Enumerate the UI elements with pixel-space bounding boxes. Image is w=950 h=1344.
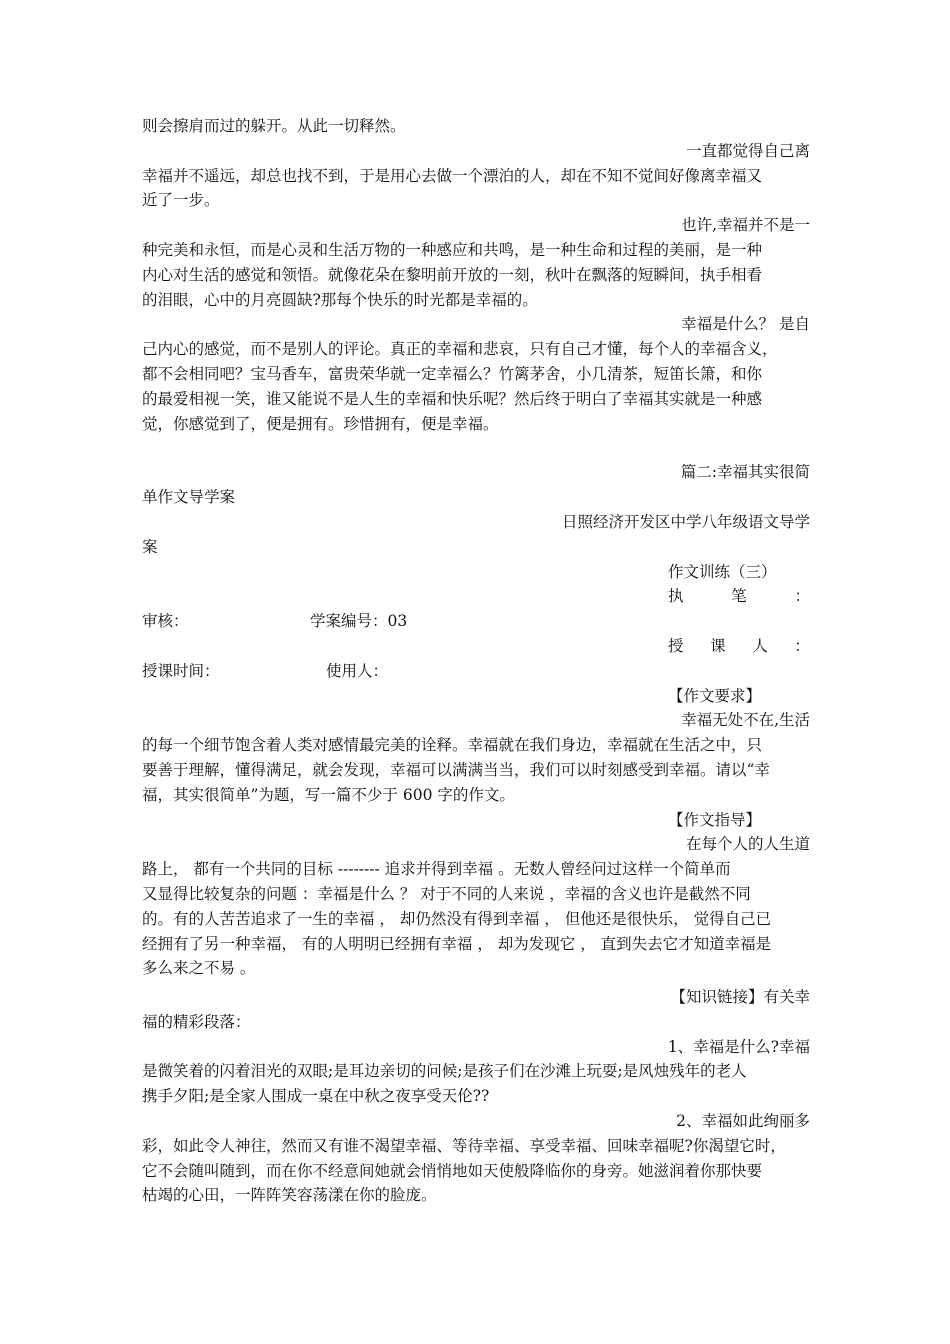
knowledge-heading: 【知识链接】有关幸 — [670, 988, 810, 1007]
text-line: 1、幸福是什么?幸福 — [667, 1037, 810, 1056]
reviewer-label: 审核： — [142, 612, 189, 631]
author-label-part: ： — [794, 587, 810, 606]
case-number: 学案编号：03 — [310, 612, 408, 631]
text-line: 都不会相同吧？宝马香车，富贵荣华就一定幸福么？竹篱茅舍，小几清茶，短笛长箫，和你 — [142, 364, 763, 383]
paragraph-what-is-happiness — [142, 312, 810, 436]
teacher-label-part: 人 — [752, 636, 768, 655]
reviewer-row — [142, 609, 810, 634]
paragraph-perhaps — [142, 213, 810, 312]
time-row — [142, 659, 810, 684]
knowledge-link — [142, 985, 810, 1208]
school-name-cont: 案 — [142, 537, 158, 556]
text-line: 是微笑着的闪着泪光的双眼;是耳边亲切的问候;是孩子们在沙滩上玩耍;是风烛残年的老人 — [142, 1062, 747, 1081]
section-title: 篇二:幸福其实很简 — [680, 463, 810, 482]
text-line: 近了一步。 — [142, 191, 220, 210]
paragraph-release — [142, 114, 810, 213]
section-header — [142, 460, 810, 683]
essay-requirements — [142, 684, 810, 808]
text-line: 觉，你感觉到了，便是拥有。珍惜拥有，便是幸福。 — [142, 414, 499, 433]
text-line: 彩，如此令人神往，然而又有谁不渴望幸福、等待幸福、享受幸福、回味幸福呢?你渴望它时， — [142, 1136, 786, 1155]
author-row — [142, 584, 810, 609]
exercise-title-row — [142, 560, 810, 585]
text-line: 路上， 都有一个共同的目标 -------- 追求并得到幸福 。无数人曾经问过这样一个简单而 — [142, 860, 731, 879]
text-line: 的泪眼，心中的月亮圆缺?那每个快乐的时光都是幸福的。 — [142, 290, 538, 309]
spacer — [142, 436, 810, 460]
guidance-heading: 【作文指导】 — [668, 810, 762, 829]
text-line: 福的精彩段落： — [142, 1012, 251, 1031]
teacher-label-part: 授 — [668, 636, 684, 655]
teacher-label-part: 课 — [710, 636, 726, 655]
text-line: 己内心的感觉，而不是别人的评论。真正的幸福和悲哀，只有自己才懂，每个人的幸福含义， — [142, 340, 778, 359]
teacher-row — [142, 634, 810, 659]
text-line: 幸福无处不在,生活 — [681, 711, 810, 730]
exercise-title: 作文训练（三） — [668, 562, 777, 581]
text-line: 经拥有了另一种幸福， 有的人明明已经拥有幸福 ， 却为发现它 ， 直到失去它才知道幸福是 — [142, 934, 772, 953]
text-line: 又显得比较复杂的问题 ：幸福是什么 ？ 对于不同的人来说 ，幸福的含义也许是截然不同 — [142, 884, 751, 903]
requirements-heading: 【作文要求】 — [668, 686, 762, 705]
text-line: 的。有的人苦苦追求了一生的幸福 ， 却仍然没有得到幸福 ， 但他还是很快乐， 觉得自己已 — [142, 909, 772, 928]
author-label-part: 执 — [668, 587, 684, 606]
text-line: 幸福并不遥远，却总也找不到，于是用心去做一个漂泊的人，却在不知不觉间好像离幸福又 — [142, 166, 763, 185]
heading-row — [142, 808, 810, 833]
text-line: 在每个人的人生道 — [685, 835, 810, 854]
text-line: 枯竭的心田，一阵阵笑容荡漾在你的脸庞。 — [142, 1186, 437, 1205]
school-name: 日照经济开发区中学八年级语文导学 — [561, 512, 810, 531]
text-line: 福，其实很简单”为题，写一篇不少于 600 字的作文。 — [142, 785, 515, 804]
text-line: 种完美和永恒，而是心灵和生活万物的一种感应和共鸣，是一种生命和过程的美丽，是一种 — [142, 240, 763, 259]
class-time-label: 授课时间： — [142, 661, 220, 680]
text-line: 要善于理解，懂得满足，就会发现，幸福可以满满当当，我们可以时刻感受到幸福。请以“幸 — [142, 760, 770, 779]
essay-guidance — [142, 808, 810, 982]
section-title-cont: 单作文导学案 — [142, 488, 236, 507]
text-line: 一直都觉得自己离 — [685, 141, 810, 160]
text-line: 的每一个细节饱含着人类对感情最完美的诠释。幸福就在我们身边，幸福就在生活之中，只 — [142, 736, 763, 755]
document-page — [142, 114, 810, 1208]
author-label-part: 笔 — [731, 587, 747, 606]
text-line: 内心对生活的感觉和领悟。就像花朵在黎明前开放的一刻，秋叶在飘落的短瞬间，执手相看 — [142, 265, 763, 284]
text-line: 携手夕阳;是全家人围成一桌在中秋之夜享受天伦?? — [142, 1087, 490, 1106]
user-label: 使用人： — [326, 661, 389, 680]
text-line: 幸福是什么？ 是自 — [681, 315, 810, 334]
text-line: 它不会随叫随到，而在你不经意间她就会悄悄地如天使般降临你的身旁。她滋润着你那快要 — [142, 1161, 763, 1180]
text-line: 则会擦肩而过的躲开。从此一切释然。 — [142, 117, 406, 135]
text-line: 2、幸福如此绚丽多 — [676, 1112, 810, 1131]
text-line: 多么来之不易 。 — [142, 959, 256, 978]
heading-row — [142, 684, 810, 709]
text-line: 也许,幸福并不是一 — [681, 216, 810, 235]
teacher-label-part: ： — [794, 636, 810, 655]
text-line: 的最爱相视一笑，谁又能说不是人生的幸福和快乐呢？然后终于明白了幸福其实就是一种感 — [142, 389, 763, 408]
